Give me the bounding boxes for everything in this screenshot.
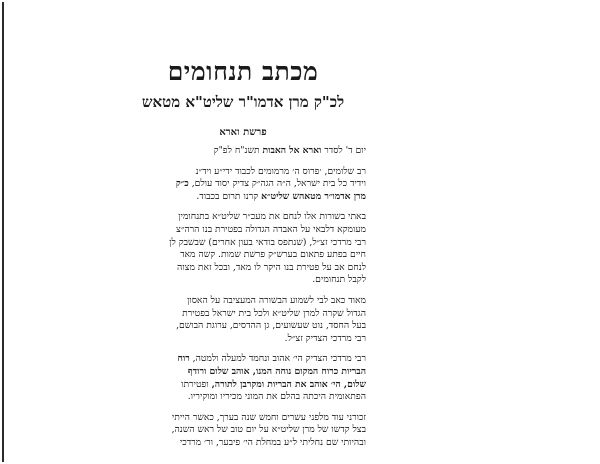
text-span: ובהיותי שם נחליתי ל״ע במחלת הי׳ פיבער, ור׳ מרדכי — [179, 436, 366, 448]
text-line — [120, 320, 366, 333]
text-line — [120, 249, 366, 262]
text-line — [120, 211, 366, 224]
date-line-year: תשנ"ח לפ"ק — [213, 145, 263, 156]
text-span: ופטירתו — [181, 378, 212, 390]
bold-text: כ״ק — [175, 178, 189, 190]
text-span: זכורני עוד מלפני עשרים וחמש שנה בערך, כאשר הייתי — [171, 411, 366, 423]
text-span: באתי בשורות אלו לנחם את מעכ״ר שליט״א בתנחומין — [178, 211, 366, 223]
text-span: וידיד כל בית ישראל, ה״ה הגה״ק צדיק יסוד עולם, — [188, 178, 366, 190]
text-span: בצל קדשו של מרן שליט״א על יום טוב של ראש השנה, — [171, 424, 366, 436]
page-left-border — [2, 2, 4, 462]
text-span: רבי מרדכי הצדיק זצ״ל. — [284, 332, 366, 344]
text-line — [120, 366, 366, 379]
text-line — [120, 178, 366, 191]
date-line-prefix: יום ד' לסדר — [321, 145, 366, 156]
text-line — [120, 237, 366, 250]
letter-page — [120, 58, 366, 457]
text-span: מאוד כאב לבי לשמוע הבשורה המעציבה על האסון — [187, 294, 366, 306]
text-line — [120, 353, 366, 366]
date-line-parasha: וארא אל האבות — [262, 145, 322, 156]
bold-text: שלום, הי׳ אוהב את הבריות ומקרבן לתורה, — [211, 378, 366, 390]
text-span: רבי מרדכי הצדיק הי׳ אהוב ונחמד למעלה ולמטה, — [189, 353, 366, 365]
body-paragraph — [120, 412, 366, 450]
text-line — [120, 224, 366, 237]
text-span: לקבל תנחומים. — [312, 274, 366, 286]
text-span: חיים בפתע פתאום בערש״ק פרשת שמות. קשה מאד — [180, 249, 366, 261]
body-paragraph — [120, 211, 366, 287]
letter-title: מכתב תנחומים — [167, 57, 319, 86]
text-span: קרנו תרום בכבוד. — [196, 190, 262, 202]
bold-text: רוח — [177, 353, 190, 365]
text-line — [120, 166, 366, 179]
text-line — [120, 391, 366, 404]
date-line — [120, 145, 366, 158]
text-span: רבי מרדכי זצ״ל, (שנתפס בודאי בעון אחרים) שבשבק לן — [169, 236, 366, 248]
text-line — [120, 412, 366, 425]
text-line — [120, 191, 366, 204]
text-line — [120, 333, 366, 346]
text-line — [120, 424, 366, 437]
text-line — [120, 379, 366, 392]
body-paragraph — [120, 353, 366, 403]
body-paragraph — [120, 166, 366, 204]
bold-text: הבריות כרוח המקום נוחה המנו, אוהב שלום ורודף — [187, 365, 366, 377]
text-span: הפתאומית היכתה בהלם את המוני מכיריו ומוקיריו. — [187, 391, 366, 403]
body-paragraph — [120, 295, 366, 345]
text-line — [120, 262, 366, 275]
parasha-heading: פרשת וארא — [219, 127, 267, 138]
text-span: רב שלומים, ׳פרוס ה׳ מרמומים לכבוד ידי״ע ויד״נ — [195, 165, 366, 177]
text-span: הגדול שקרה למרן שליט״א ולכל בית ישראל בפטירת — [182, 307, 366, 319]
text-line — [120, 437, 366, 450]
text-line — [120, 295, 366, 308]
text-span: בעל החסד, נוט שעשועים, גן ההדסים, ערוגת הבושם, — [176, 320, 366, 332]
text-line — [120, 308, 366, 321]
text-span: לנחם אב על פטירת בנו היקר לו מאד, ובכל זאת מצוה — [177, 261, 366, 273]
bold-text: מרן אדמו״ר מטאהש שליט״א — [261, 190, 366, 202]
letter-subtitle: לכ"ק מרן אדמו"ר שליט"א מטאש — [141, 93, 345, 111]
letter-body — [120, 166, 366, 450]
text-span: מעומקא דלבאי על האבדה הגדולה בפטירת בנו הרה״צ — [176, 223, 366, 235]
text-line — [120, 274, 366, 287]
